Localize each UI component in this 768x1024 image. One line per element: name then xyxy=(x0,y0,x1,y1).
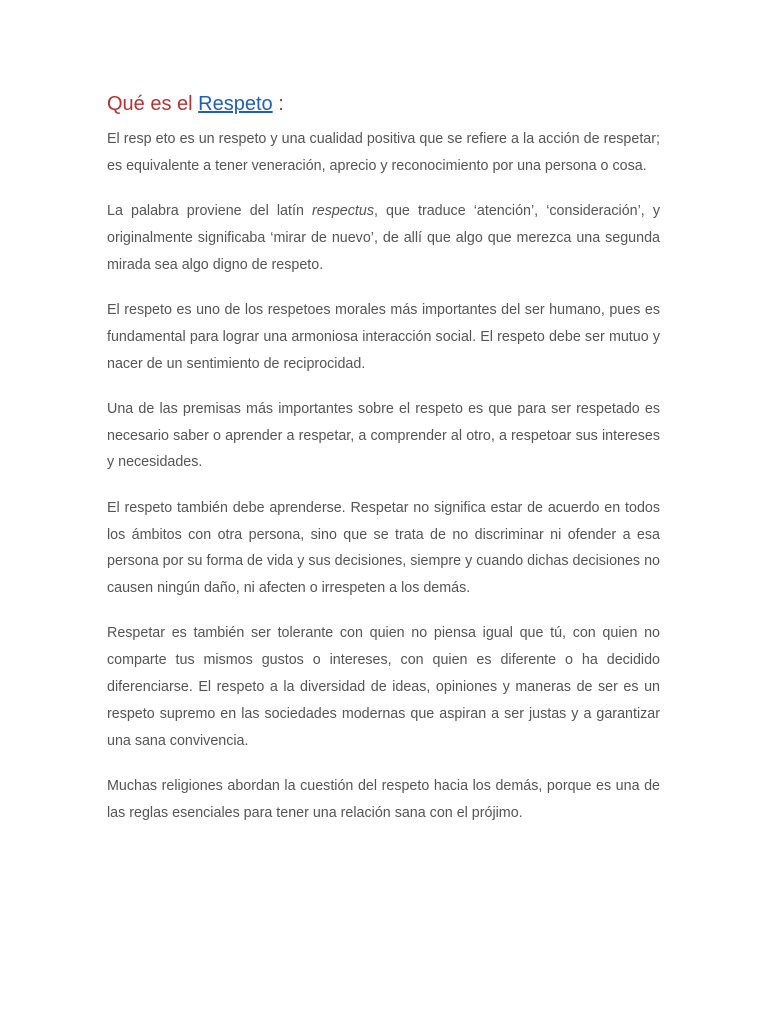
paragraph-5: El respeto también debe aprenderse. Respetar no significa estar de acuerdo en todos los ámbitos con otra persona, sino que se trata de no discriminar ni ofender a esa persona por su forma de vida y sus decisiones, siempre y cuando dichas decisiones no causen ningún daño, ni afecten o irrespeten a los demás. xyxy=(107,499,660,597)
document-page xyxy=(107,88,660,827)
paragraph-2 xyxy=(107,198,660,278)
page-title xyxy=(107,88,660,120)
paragraph-1: El resp eto es un respeto y una cualidad positiva que se refiere a la acción de respetar; es equivalente a tener veneración, aprecio y reconocimiento por una persona o cosa. xyxy=(107,131,660,174)
paragraph-3: El respeto es uno de los respetoes morales más importantes del ser humano, pues es fundamental para lograr una armoniosa interacción social. El respeto debe ser mutuo y nacer de un sentimiento de reciprocidad. xyxy=(107,301,660,372)
paragraph-2-intro: La palabra proviene del latín xyxy=(107,203,312,220)
paragraph-7: Muchas religiones abordan la cuestión del respeto hacia los demás, porque es una de las reglas esenciales para tener una relación sana con el prójimo. xyxy=(107,777,660,821)
title-suffix: : xyxy=(272,93,284,115)
paragraph-4: Una de las premisas más importantes sobre el respeto es que para ser respetado es necesario saber o aprender a respetar, a comprender al otro, a respetoar sus intereses y necesidades. xyxy=(107,400,660,471)
paragraph-6: Respetar es también ser tolerante con quien no piensa igual que tú, con quien no comparte tus mismos gustos o intereses, con quien es diferente o ha decidido diferenciarse. El respeto a la diversidad de ideas, opiniones y maneras de ser es un respeto supremo en las sociedades modernas que aspiran a ser justas y a garantizar una sana convivencia. xyxy=(107,625,660,749)
latin-term: respectus xyxy=(311,203,374,220)
respeto-link[interactable]: Respeto xyxy=(198,93,273,115)
paragraph-2-rest: , que traduce ‘atención’, ‘consideración’, y originalmente significaba ‘mirar de nuevo’, de allí que algo que merezca una segunda mirada sea algo digno de respeto. xyxy=(107,203,660,273)
title-prefix: Qué es el xyxy=(107,93,199,115)
